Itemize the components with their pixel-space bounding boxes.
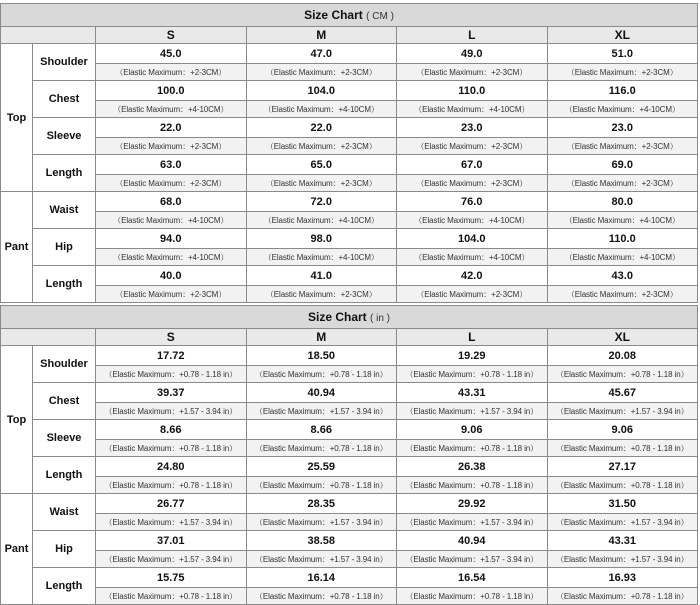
note-row xyxy=(1,403,698,420)
elastic-note: （Elastic Maximum：+4-10CM） xyxy=(397,212,548,229)
elastic-note: （Elastic Maximum：+4-10CM） xyxy=(246,101,397,118)
elastic-note: （Elastic Maximum：+2-3CM） xyxy=(96,64,247,81)
measurement-value: 24.80 xyxy=(96,457,247,477)
group-label-pant: Pant xyxy=(1,494,33,605)
elastic-note: （Elastic Maximum：+1.57 - 3.94 in） xyxy=(397,514,548,531)
value-row xyxy=(1,155,698,175)
elastic-note: （Elastic Maximum：+0.78 - 1.18 in） xyxy=(96,477,247,494)
value-row xyxy=(1,531,698,551)
note-row xyxy=(1,588,698,605)
elastic-note: （Elastic Maximum：+2-3CM） xyxy=(547,175,698,192)
note-row xyxy=(1,138,698,155)
note-row xyxy=(1,286,698,303)
measurement-value: 16.93 xyxy=(547,568,698,588)
measurement-value: 9.06 xyxy=(547,420,698,440)
measurement-value: 25.59 xyxy=(246,457,397,477)
elastic-note: （Elastic Maximum：+1.57 - 3.94 in） xyxy=(397,403,548,420)
measurement-value: 69.0 xyxy=(547,155,698,175)
elastic-note: （Elastic Maximum：+2-3CM） xyxy=(96,286,247,303)
elastic-note: （Elastic Maximum：+0.78 - 1.18 in） xyxy=(547,366,698,383)
size-header-s: S xyxy=(96,27,247,44)
title-row xyxy=(1,4,698,27)
chart-title-text: Size Chart xyxy=(307,310,367,324)
elastic-note: （Elastic Maximum：+0.78 - 1.18 in） xyxy=(547,588,698,605)
measurement-value: 20.08 xyxy=(547,346,698,366)
elastic-note: （Elastic Maximum：+4-10CM） xyxy=(397,101,548,118)
value-row xyxy=(1,266,698,286)
elastic-note: （Elastic Maximum：+2-3CM） xyxy=(547,64,698,81)
size-chart-in xyxy=(0,305,698,605)
measurement-value: 94.0 xyxy=(96,229,247,249)
measurement-value: 40.0 xyxy=(96,266,247,286)
note-row xyxy=(1,551,698,568)
measurement-value: 40.94 xyxy=(246,383,397,403)
measurement-label: Hip xyxy=(33,531,96,568)
elastic-note: （Elastic Maximum：+0.78 - 1.18 in） xyxy=(96,440,247,457)
note-row xyxy=(1,175,698,192)
value-row xyxy=(1,44,698,64)
size-header-xl: XL xyxy=(547,27,698,44)
note-row xyxy=(1,477,698,494)
elastic-note: （Elastic Maximum：+0.78 - 1.18 in） xyxy=(96,366,247,383)
measurement-label: Sleeve xyxy=(33,118,96,155)
value-row xyxy=(1,420,698,440)
measurement-label: Waist xyxy=(33,494,96,531)
group-label-top: Top xyxy=(1,346,33,494)
note-row xyxy=(1,440,698,457)
value-row xyxy=(1,494,698,514)
elastic-note: （Elastic Maximum：+1.57 - 3.94 in） xyxy=(397,551,548,568)
elastic-note: （Elastic Maximum：+4-10CM） xyxy=(547,101,698,118)
size-header-l: L xyxy=(397,329,548,346)
measurement-value: 51.0 xyxy=(547,44,698,64)
value-row xyxy=(1,192,698,212)
measurement-value: 8.66 xyxy=(246,420,397,440)
elastic-note: （Elastic Maximum：+0.78 - 1.18 in） xyxy=(246,366,397,383)
elastic-note: （Elastic Maximum：+1.57 - 3.94 in） xyxy=(96,403,247,420)
measurement-label: Waist xyxy=(33,192,96,229)
measurement-value: 43.31 xyxy=(397,383,548,403)
elastic-note: （Elastic Maximum：+2-3CM） xyxy=(547,286,698,303)
elastic-note: （Elastic Maximum：+2-3CM） xyxy=(246,138,397,155)
measurement-value: 18.50 xyxy=(246,346,397,366)
measurement-value: 39.37 xyxy=(96,383,247,403)
elastic-note: （Elastic Maximum：+2-3CM） xyxy=(246,64,397,81)
elastic-note: （Elastic Maximum：+2-3CM） xyxy=(397,286,548,303)
elastic-note: （Elastic Maximum：+0.78 - 1.18 in） xyxy=(397,366,548,383)
measurement-label: Shoulder xyxy=(33,346,96,383)
elastic-note: （Elastic Maximum：+0.78 - 1.18 in） xyxy=(96,588,247,605)
measurement-value: 72.0 xyxy=(246,192,397,212)
size-chart-cm xyxy=(0,3,698,303)
note-row xyxy=(1,64,698,81)
chart-title-text: Size Chart xyxy=(304,8,363,22)
note-row xyxy=(1,212,698,229)
measurement-value: 41.0 xyxy=(246,266,397,286)
measurement-value: 45.67 xyxy=(547,383,698,403)
measurement-label: Hip xyxy=(33,229,96,266)
size-header-m: M xyxy=(246,329,397,346)
size-header-s: S xyxy=(96,329,247,346)
measurement-value: 26.77 xyxy=(96,494,247,514)
measurement-value: 116.0 xyxy=(547,81,698,101)
measurement-value: 19.29 xyxy=(397,346,548,366)
size-header-row xyxy=(1,329,698,346)
measurement-value: 16.54 xyxy=(397,568,548,588)
measurement-value: 23.0 xyxy=(397,118,548,138)
value-row xyxy=(1,229,698,249)
elastic-note: （Elastic Maximum：+0.78 - 1.18 in） xyxy=(397,477,548,494)
value-row xyxy=(1,81,698,101)
measurement-value: 22.0 xyxy=(96,118,247,138)
elastic-note: （Elastic Maximum：+1.57 - 3.94 in） xyxy=(547,551,698,568)
elastic-note: （Elastic Maximum：+2-3CM） xyxy=(96,175,247,192)
measurement-value: 28.35 xyxy=(246,494,397,514)
elastic-note: （Elastic Maximum：+4-10CM） xyxy=(96,101,247,118)
elastic-note: （Elastic Maximum：+0.78 - 1.18 in） xyxy=(246,477,397,494)
value-row xyxy=(1,346,698,366)
measurement-value: 80.0 xyxy=(547,192,698,212)
elastic-note: （Elastic Maximum：+4-10CM） xyxy=(246,212,397,229)
size-header-row xyxy=(1,27,698,44)
measurement-label: Length xyxy=(33,457,96,494)
measurement-value: 110.0 xyxy=(547,229,698,249)
measurement-value: 26.38 xyxy=(397,457,548,477)
elastic-note: （Elastic Maximum：+1.57 - 3.94 in） xyxy=(246,551,397,568)
elastic-note: （Elastic Maximum：+0.78 - 1.18 in） xyxy=(547,477,698,494)
measurement-label: Chest xyxy=(33,81,96,118)
measurement-value: 16.14 xyxy=(246,568,397,588)
value-row xyxy=(1,118,698,138)
elastic-note: （Elastic Maximum：+4-10CM） xyxy=(96,212,247,229)
note-row xyxy=(1,514,698,531)
elastic-note: （Elastic Maximum：+1.57 - 3.94 in） xyxy=(246,403,397,420)
header-blank-cell xyxy=(1,27,96,44)
elastic-note: （Elastic Maximum：+2-3CM） xyxy=(96,138,247,155)
note-row xyxy=(1,101,698,118)
elastic-note: （Elastic Maximum：+1.57 - 3.94 in） xyxy=(547,514,698,531)
elastic-note: （Elastic Maximum：+4-10CM） xyxy=(547,212,698,229)
elastic-note: （Elastic Maximum：+1.57 - 3.94 in） xyxy=(96,514,247,531)
elastic-note: （Elastic Maximum：+4-10CM） xyxy=(397,249,548,266)
measurement-label: Shoulder xyxy=(33,44,96,81)
measurement-value: 43.31 xyxy=(547,531,698,551)
note-row xyxy=(1,366,698,383)
elastic-note: （Elastic Maximum：+2-3CM） xyxy=(246,175,397,192)
measurement-label: Length xyxy=(33,266,96,303)
measurement-value: 38.58 xyxy=(246,531,397,551)
elastic-note: （Elastic Maximum：+4-10CM） xyxy=(246,249,397,266)
elastic-note: （Elastic Maximum：+2-3CM） xyxy=(397,138,548,155)
value-row xyxy=(1,383,698,403)
measurement-value: 31.50 xyxy=(547,494,698,514)
title-row xyxy=(1,306,698,329)
elastic-note: （Elastic Maximum：+0.78 - 1.18 in） xyxy=(246,440,397,457)
measurement-value: 76.0 xyxy=(397,192,548,212)
measurement-label: Sleeve xyxy=(33,420,96,457)
elastic-note: （Elastic Maximum：+2-3CM） xyxy=(547,138,698,155)
measurement-label: Chest xyxy=(33,383,96,420)
measurement-value: 27.17 xyxy=(547,457,698,477)
measurement-value: 49.0 xyxy=(397,44,548,64)
measurement-label: Length xyxy=(33,155,96,192)
measurement-value: 9.06 xyxy=(397,420,548,440)
measurement-value: 22.0 xyxy=(246,118,397,138)
size-header-xl: XL xyxy=(547,329,698,346)
measurement-value: 29.92 xyxy=(397,494,548,514)
elastic-note: （Elastic Maximum：+0.78 - 1.18 in） xyxy=(397,440,548,457)
measurement-value: 17.72 xyxy=(96,346,247,366)
measurement-value: 104.0 xyxy=(246,81,397,101)
size-header-l: L xyxy=(397,27,548,44)
chart-unit: ( in ) xyxy=(370,313,391,324)
elastic-note: （Elastic Maximum：+0.78 - 1.18 in） xyxy=(246,588,397,605)
value-row xyxy=(1,568,698,588)
measurement-value: 65.0 xyxy=(246,155,397,175)
elastic-note: （Elastic Maximum：+0.78 - 1.18 in） xyxy=(397,588,548,605)
group-label-pant: Pant xyxy=(1,192,33,303)
measurement-value: 47.0 xyxy=(246,44,397,64)
measurement-value: 68.0 xyxy=(96,192,247,212)
elastic-note: （Elastic Maximum：+4-10CM） xyxy=(547,249,698,266)
measurement-value: 40.94 xyxy=(397,531,548,551)
measurement-value: 110.0 xyxy=(397,81,548,101)
chart-title xyxy=(1,4,698,27)
measurement-value: 98.0 xyxy=(246,229,397,249)
measurement-value: 42.0 xyxy=(397,266,548,286)
measurement-value: 8.66 xyxy=(96,420,247,440)
group-label-top: Top xyxy=(1,44,33,192)
elastic-note: （Elastic Maximum：+1.57 - 3.94 in） xyxy=(547,403,698,420)
measurement-value: 67.0 xyxy=(397,155,548,175)
elastic-note: （Elastic Maximum：+2-3CM） xyxy=(246,286,397,303)
measurement-value: 37.01 xyxy=(96,531,247,551)
measurement-value: 43.0 xyxy=(547,266,698,286)
chart-unit: ( CM ) xyxy=(366,11,394,22)
chart-title xyxy=(1,306,698,329)
elastic-note: （Elastic Maximum：+4-10CM） xyxy=(96,249,247,266)
elastic-note: （Elastic Maximum：+0.78 - 1.18 in） xyxy=(547,440,698,457)
elastic-note: （Elastic Maximum：+1.57 - 3.94 in） xyxy=(96,551,247,568)
elastic-note: （Elastic Maximum：+2-3CM） xyxy=(397,64,548,81)
measurement-value: 45.0 xyxy=(96,44,247,64)
measurement-value: 63.0 xyxy=(96,155,247,175)
measurement-label: Length xyxy=(33,568,96,605)
elastic-note: （Elastic Maximum：+2-3CM） xyxy=(397,175,548,192)
measurement-value: 15.75 xyxy=(96,568,247,588)
measurement-value: 23.0 xyxy=(547,118,698,138)
header-blank-cell xyxy=(1,329,96,346)
elastic-note: （Elastic Maximum：+1.57 - 3.94 in） xyxy=(246,514,397,531)
measurement-value: 100.0 xyxy=(96,81,247,101)
measurement-value: 104.0 xyxy=(397,229,548,249)
size-header-m: M xyxy=(246,27,397,44)
value-row xyxy=(1,457,698,477)
note-row xyxy=(1,249,698,266)
